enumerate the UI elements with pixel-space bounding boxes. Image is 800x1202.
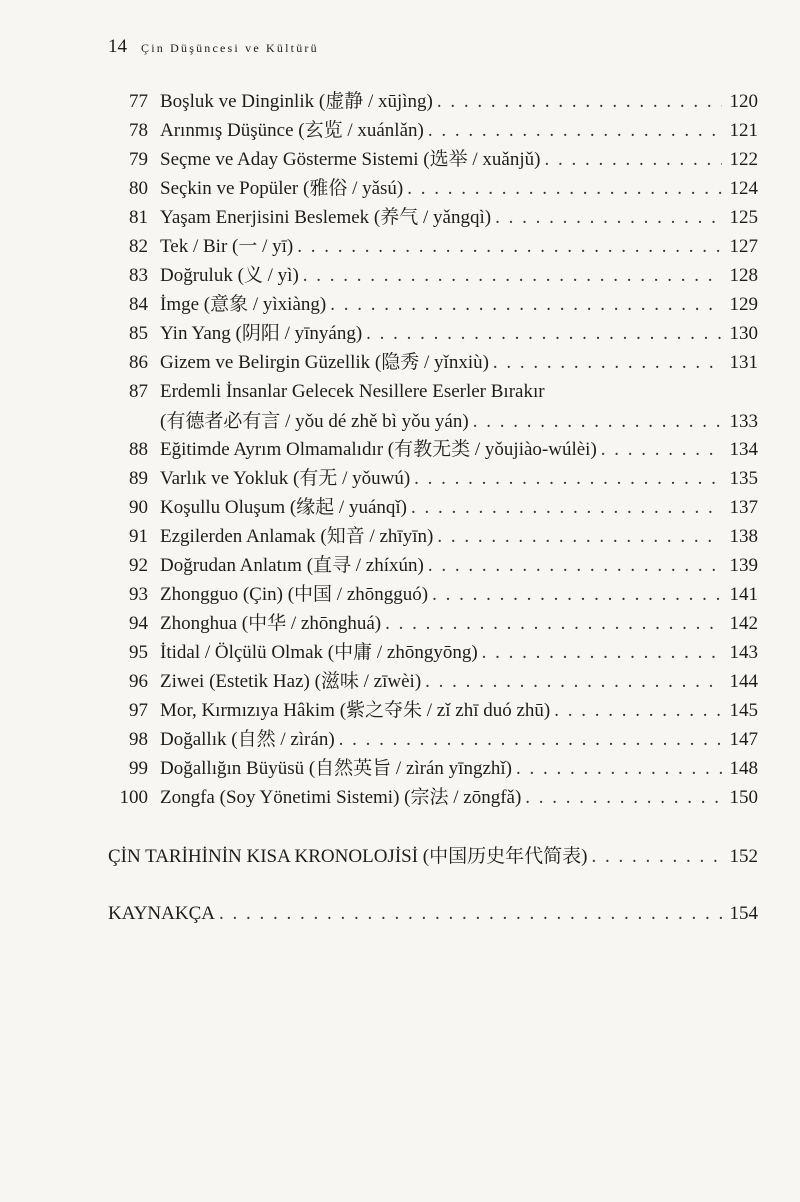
toc-entry-89 [108,465,758,493]
toc-entry-99 [108,755,758,783]
dot-leader [303,262,722,290]
entry-page: 122 [729,149,758,170]
dot-leader [219,900,722,928]
entry-number: 84 [129,294,148,315]
entry-title: İtidal / Ölçülü Olmak (中庸 / zhōngyōng) [160,642,478,663]
entry-title: Doğrudan Anlatım (直寻 / zhíxún) [160,555,424,576]
dot-leader [366,320,722,348]
dot-leader [411,494,722,522]
dot-leader [591,843,722,871]
entry-page: 137 [729,497,758,518]
entry-page: 135 [729,468,758,489]
toc-section-chronology [108,843,758,871]
dot-leader [495,204,722,232]
entry-title-continued: (有德者必有言 / yǒu dé zhě bì yǒu yán) [160,411,469,432]
entry-title: Ezgilerden Anlamak (知音 / zhīyīn) [160,526,434,547]
section-title: ÇİN TARİHİNİN KISA KRONOLOJİSİ (中国历史年代简表) [108,846,588,867]
dot-leader [414,465,722,493]
entry-number: 93 [129,584,148,605]
dot-leader [437,88,722,116]
entry-title: İmge (意象 / yìxiàng) [160,294,327,315]
toc-entry-97 [108,697,758,725]
entry-number: 85 [129,323,148,344]
entry-number: 96 [129,671,148,692]
toc-entry-78 [108,117,758,145]
dot-leader [428,552,722,580]
entry-title: Koşullu Oluşum (缘起 / yuánqǐ) [160,497,407,518]
toc-entry-98 [108,726,758,754]
entry-title: Arınmış Düşünce (玄览 / xuánlǎn) [160,120,424,141]
entry-title: Doğallık (自然 / zìrán) [160,729,335,750]
entry-number: 80 [129,178,148,199]
entry-page: 133 [729,411,758,432]
entry-title: Zongfa (Soy Yönetimi Sistemi) (宗法 / zōngfǎ) [160,787,522,808]
entry-title: Mor, Kırmızıya Hâkim (紫之夺朱 / zǐ zhī duó zhū) [160,700,551,721]
entry-number: 89 [129,468,148,489]
dot-leader [493,349,722,377]
entry-title: Tek / Bir (一 / yī) [160,236,294,257]
dot-leader [432,581,722,609]
entry-page: 120 [729,91,758,112]
dot-leader [601,436,722,464]
entry-page: 125 [729,207,758,228]
entry-number: 81 [129,207,148,228]
dot-leader [407,175,722,203]
entry-number: 78 [129,120,148,141]
entry-title: Varlık ve Yokluk (有无 / yǒuwú) [160,468,411,489]
toc-entry-83 [108,262,758,290]
entry-number: 97 [129,700,148,721]
entry-page: 130 [729,323,758,344]
toc-entry-100 [108,784,758,812]
entry-number: 91 [129,526,148,547]
section-page: 154 [729,903,758,924]
entry-page: 141 [729,584,758,605]
entry-number: 87 [129,381,148,402]
entry-page: 121 [729,120,758,141]
dot-leader [482,639,722,667]
entry-page: 142 [729,613,758,634]
entry-number: 100 [119,787,148,808]
toc-entry-96 [108,668,758,696]
entry-page: 150 [729,787,758,808]
entry-page: 144 [729,671,758,692]
toc-entry-79 [108,146,758,174]
dot-leader [525,784,722,812]
toc-entry-95 [108,639,758,667]
entry-page: 129 [729,294,758,315]
entry-page: 131 [729,352,758,373]
entry-page: 128 [729,265,758,286]
entry-page: 143 [729,642,758,663]
toc-entry-93 [108,581,758,609]
toc-section-bibliography [108,900,758,928]
entry-number: 88 [129,439,148,460]
dot-leader [297,233,722,261]
toc-entry-92 [108,552,758,580]
entry-title: Boşluk ve Dinginlik (虚静 / xūjìng) [160,91,433,112]
toc-entry-77 [108,88,758,116]
toc-entry-82 [108,233,758,261]
toc-entry-86 [108,349,758,377]
toc-entry-94 [108,610,758,638]
entry-title: Seçkin ve Popüler (雅俗 / yǎsú) [160,178,404,199]
toc-entry-88 [108,436,758,464]
entry-page: 127 [729,236,758,257]
entry-page: 148 [729,758,758,779]
entry-page: 147 [729,729,758,750]
entry-title: Ziwei (Estetik Haz) (滋味 / zīwèi) [160,671,422,692]
dot-leader [544,146,722,174]
entry-title: Yaşam Enerjisini Beslemek (养气 / yǎngqì) [160,207,492,228]
entry-page: 134 [729,439,758,460]
dot-leader [330,291,722,319]
entry-title: Zhongguo (Çin) (中国 / zhōngguó) [160,584,429,605]
entry-number: 82 [129,236,148,257]
entry-number: 95 [129,642,148,663]
dot-leader [516,755,722,783]
toc-entry-90 [108,494,758,522]
entry-title: Doğruluk (义 / yì) [160,265,299,286]
dot-leader [425,668,722,696]
running-head [108,36,319,58]
section-title: KAYNAKÇA [108,903,215,924]
page-number: 14 [108,36,127,57]
dot-leader [437,523,722,551]
entry-page: 139 [729,555,758,576]
section-page: 152 [729,846,758,867]
toc-entry-91 [108,523,758,551]
entry-number: 86 [129,352,148,373]
entry-number: 83 [129,265,148,286]
entry-page: 138 [729,526,758,547]
dot-leader [554,697,722,725]
toc-entry-85 [108,320,758,348]
toc-entry-81 [108,204,758,232]
entry-title: Seçme ve Aday Gösterme Sistemi (选举 / xuǎnjǔ) [160,149,541,170]
entry-number: 94 [129,613,148,634]
entry-number: 98 [129,729,148,750]
entry-page: 145 [729,700,758,721]
dot-leader [473,408,722,436]
entry-page: 124 [729,178,758,199]
entry-title: Gizem ve Belirgin Güzellik (隐秀 / yǐnxiù) [160,352,489,373]
entry-number: 77 [129,91,148,112]
entry-title: Yin Yang (阴阳 / yīnyáng) [160,323,363,344]
entry-title: Zhonghua (中华 / zhōnghuá) [160,613,382,634]
toc-entry-84 [108,291,758,319]
entry-number: 99 [129,758,148,779]
entry-title: Erdemli İnsanlar Gelecek Nesillere Eserler Bırakır [160,381,545,402]
entry-number: 92 [129,555,148,576]
entry-title: Doğallığın Büyüsü (自然英旨 / zìrán yīngzhǐ) [160,758,512,779]
entry-number: 90 [129,497,148,518]
dot-leader [385,610,722,638]
toc-entry-87 [108,378,758,436]
toc-entry-80 [108,175,758,203]
dot-leader [428,117,722,145]
book-title: Çin Düşüncesi ve Kültürü [141,41,319,55]
dot-leader [339,726,722,754]
entry-number: 79 [129,149,148,170]
entry-title: Eğitimde Ayrım Olmamalıdır (有教无类 / yǒujiào-wúlèi) [160,439,597,460]
